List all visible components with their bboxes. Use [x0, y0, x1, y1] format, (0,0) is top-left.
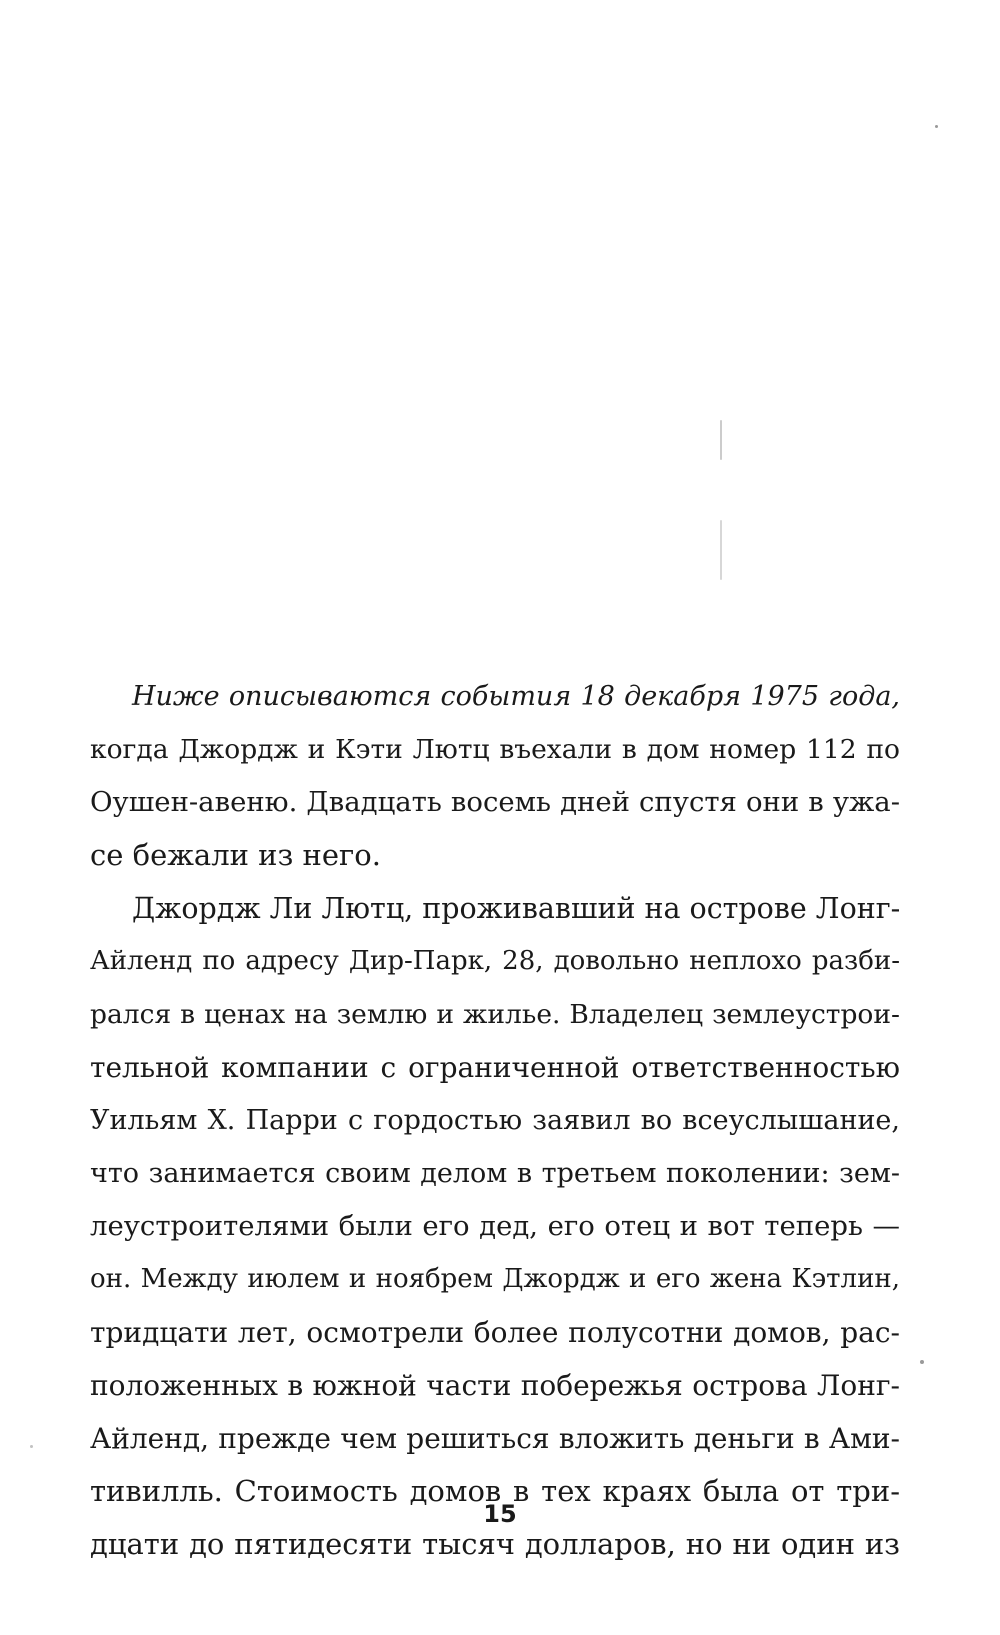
scan-speck — [720, 520, 722, 580]
text-line: Айленд по адресу Дир-Парк, 28, довольно неплохо разби- — [90, 946, 900, 976]
scan-speck — [720, 420, 722, 460]
text-line: дцати до пятидесяти тысяч долларов, но ни один из — [90, 1527, 900, 1561]
scan-speck — [920, 1360, 924, 1364]
text-line: когда Джордж и Кэти Лютц въехали в дом номер 112 по — [90, 734, 900, 765]
text-line: Айленд, прежде чем решиться вложить деньги в Ами- — [90, 1422, 900, 1455]
text-line: Джордж Ли Лютц, проживавший на острове Лонг- — [132, 892, 901, 925]
body-text — [90, 670, 900, 1571]
scan-speck — [30, 1445, 33, 1448]
scan-speck — [935, 125, 938, 128]
text-line: леустроителями были его дед, его отец и вот теперь — — [90, 1210, 900, 1242]
text-line: рался в ценах на землю и жилье. Владелец землеустрои- — [90, 999, 900, 1030]
text-line: что занимается своим делом в третьем поколении: зем- — [90, 1158, 900, 1189]
text-line: он. Между июлем и ноябрем Джордж и его жена Кэтлин, — [90, 1264, 900, 1294]
text-line: Уильям Х. Парри с гордостью заявил во всеуслышание, — [90, 1105, 900, 1136]
page-number: 15 — [483, 1500, 517, 1528]
text-line: се бежали из него. — [90, 838, 381, 872]
text-line: тридцати лет, осмотрели более полусотни домов, рас- — [90, 1316, 900, 1349]
text-line: тивилль. Стоимость домов в тех краях была от три- — [90, 1474, 900, 1508]
text-line: Оушен-авеню. Двадцать восемь дней спустя они в ужа- — [90, 786, 900, 818]
text-line: тельной компании с ограниченной ответственностью — [90, 1051, 900, 1084]
text-line: Ниже описываются события 18 декабря 1975 года, — [132, 681, 900, 712]
text-line: положенных в южной части побережья острова Лонг- — [90, 1369, 900, 1402]
